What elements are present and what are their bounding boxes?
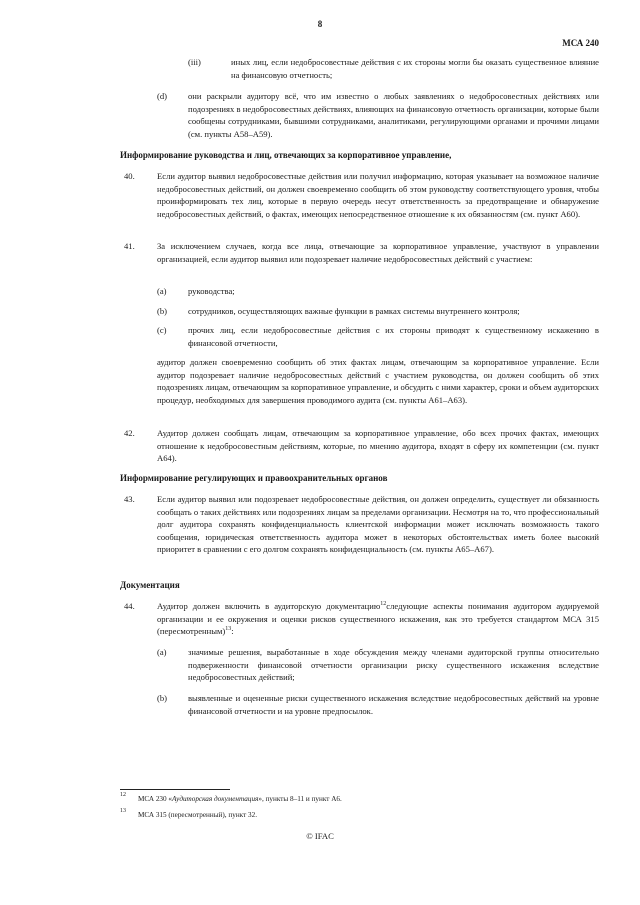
footnote-13-number: 13 <box>120 808 126 814</box>
item-iii-text: иных лиц, если недобросовестные действия с их стороны могли бы оказать существенное влияние на финансовую отчетность; <box>231 57 599 80</box>
paragraph-41-b-text: сотрудников, осуществляющих важные функции в рамках системы внутреннего контроля; <box>188 306 520 316</box>
standard-label: МСА 240 <box>562 38 599 48</box>
paragraph-41-b-label: (b) <box>157 306 168 316</box>
item-d-text: они раскрыли аудитору всё, что им известно о любых заявлениях о недобросовестных действиях или подозрениях в недобросовестных действиях, влияющих на финансовую отчетность организации, которые были сообщены сотрудниками, бывшими сотрудниками, аналитиками, регулирующими органами и прочими лицами (см. пункты А58–А59). <box>188 91 599 139</box>
paragraph-44-a-text: значимые решения, выработанные в ходе обсуждения между членами аудиторской группы относительно подверженности финансовой отчетности организации риску существенного искажения вследствие недобросовестных действий; <box>188 647 599 683</box>
paragraph-44-a-label: (a) <box>157 647 167 657</box>
paragraph-42-text: Аудитор должен сообщать лицам, отвечающим за корпоративное управление, обо всех прочих фактах, имеющих отношение к недобросовестным действиям, которые, по мнению аудитора, входят в сферу их компетенции (см. пункт А64). <box>157 428 599 464</box>
paragraph-44-text-part-3: : <box>231 626 234 637</box>
footnote-12-number: 12 <box>120 792 126 798</box>
item-d-label: (d) <box>157 91 168 101</box>
copyright-footer: © IFAC <box>306 831 334 841</box>
paragraph-44-b-label: (b) <box>157 693 168 703</box>
footnote-ref-13[interactable]: 13 <box>225 626 232 633</box>
heading-management-communication: Информирование руководства и лиц, отвечающих за корпоративное управление, <box>120 150 452 160</box>
paragraph-40-text: Если аудитор выявил недобросовестные действия или получил информацию, которая указывает на возможное наличие недобросовестных действий, он должен своевременно сообщить об этом руководству соответствующего уровня, чтобы проинформировать тех лиц, которые в первую очередь несут ответственность за предотвращение и обнаружение недобросовестных действий, о фактах, имеющих непосредственное отношение к их обязанностям (см. пункт А60). <box>157 171 599 219</box>
paragraph-42-number: 42. <box>124 428 135 438</box>
paragraph-44-text <box>157 600 599 638</box>
footnote-12-text-part-1: МСА 230 « <box>138 795 172 803</box>
paragraph-41-c-label: (c) <box>157 325 167 335</box>
paragraph-43-number: 43. <box>124 494 135 504</box>
page-number: 8 <box>317 19 323 29</box>
paragraph-44-text-part-1: Аудитор должен включить в аудиторскую документацию <box>157 601 381 611</box>
footnote-ref-12[interactable]: 12 <box>380 601 387 607</box>
heading-regulators-communication: Информирование регулирующих и правоохранительных органов <box>120 473 388 483</box>
paragraph-41-text: За исключением случаев, когда все лица, отвечающие за корпоративное управление, участвуют в управлении организацией, если аудитор выявил или подозревает наличие недобросовестных действий с участием: <box>157 241 599 264</box>
item-iii-label: (iii) <box>188 57 201 67</box>
paragraph-44-text-part-2: следующие аспекты понимания аудитором аудируемой организации и ее окружения и оценки рисков существенного искажения, как это требуется стандартом МСА 315 (пересмотренным) <box>157 601 600 637</box>
paragraph-44-number: 44. <box>124 601 135 611</box>
paragraph-43-text: Если аудитор выявил или подозревает недобросовестные действия, он должен определить, существует ли обязанность сообщать о таких действиях или подозрениях лицам за пределами организации. Несмотря на то, что профессиональный долг аудитора сохранять конфиденциальность клиентской информации может исключать возможность такого сообщения, юридическая ответственность аудитора может в некоторых обстоятельствах иметь более высокий приоритет в сравнении с его долгом сохранять конфиденциальность (см. пункты А65–А67). <box>157 494 599 555</box>
paragraph-41-number: 41. <box>124 241 135 251</box>
paragraph-41-a-text: руководства; <box>188 286 235 296</box>
footnote-13-text: МСА 315 (пересмотренный), пункт 32. <box>138 811 257 819</box>
footnote-separator <box>120 789 230 790</box>
paragraph-41-c-text: прочих лиц, если недобросовестные действия с их стороны приводят к существенному искажению в финансовой отчетности, <box>188 325 599 348</box>
footnote-12-text-part-2: », пункты 8–11 и пункт А6. <box>258 795 342 803</box>
paragraph-41-a-label: (a) <box>157 286 167 296</box>
paragraph-44-b-text: выявленные и оцененные риски существенного искажения вследствие недобросовестных действий на уровне финансовой отчетности и на уровне предпосылок. <box>188 693 599 716</box>
paragraph-40-number: 40. <box>124 171 135 181</box>
heading-documentation: Документация <box>120 580 180 590</box>
paragraph-41-conclusion: аудитор должен своевременно сообщить об этих фактах лицам, отвечающим за корпоративное управление. Если аудитор подозревает наличие недобросовестных действий с участием руководства, он должен сообщить об этих подозрениях лицам, отвечающим за корпоративное управление, и обсудить с ними характер, сроки и объем аудиторских процедур, необходимых для завершения проводимого аудита (см. пункты А61–А63). <box>157 357 599 405</box>
footnote-12-text <box>138 794 342 804</box>
footnote-12-italic-title: Аудиторская документация <box>172 795 259 803</box>
